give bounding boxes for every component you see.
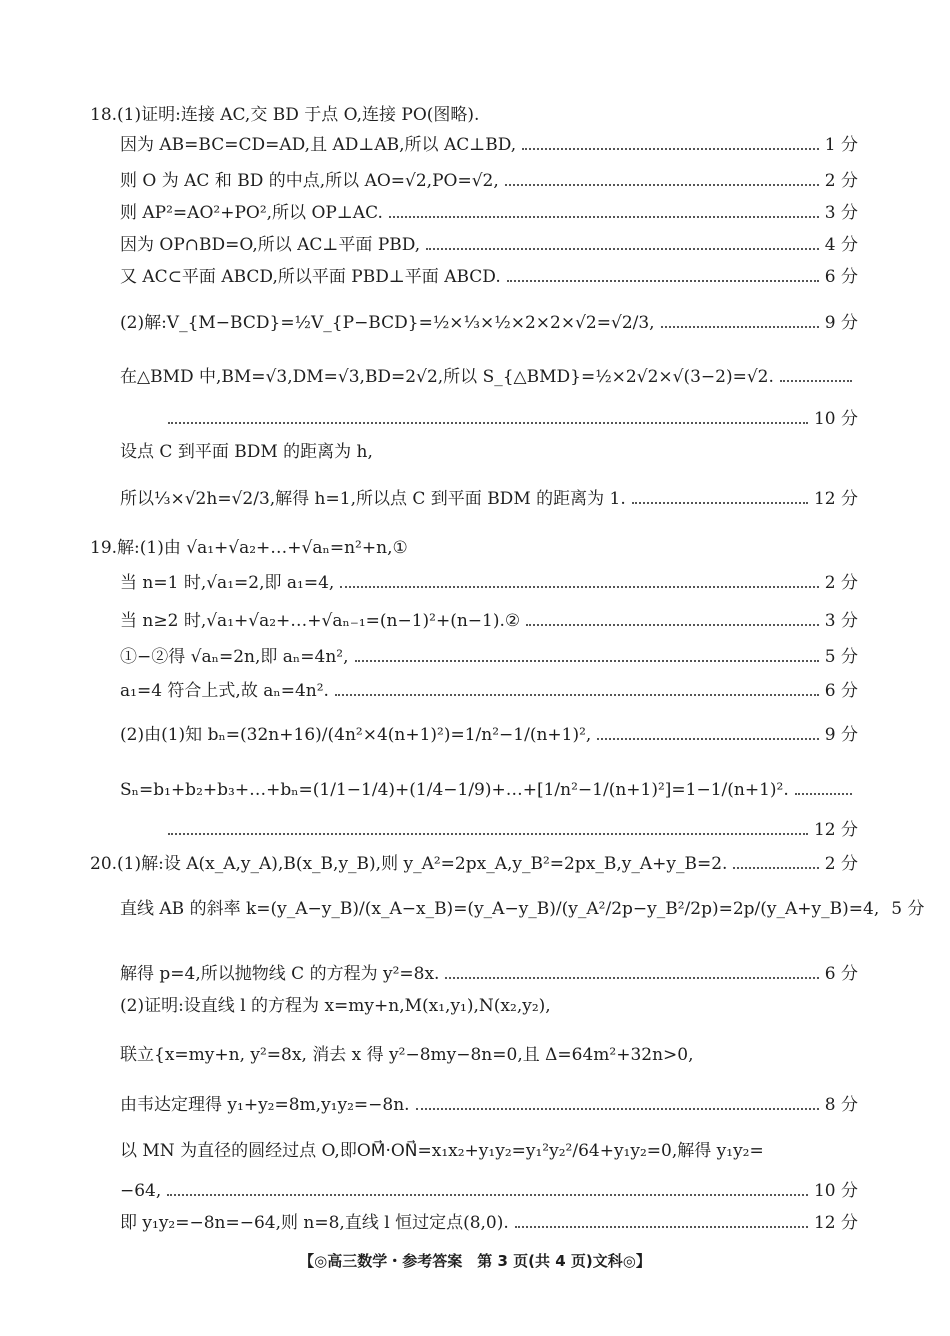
q19-line-4: ①−②得 √aₙ=2n,即 aₙ=4n², 5 分: [120, 642, 858, 672]
q20-line-8: −64, 10 分: [120, 1176, 858, 1206]
score: 10 分: [813, 409, 858, 429]
score: 3 分: [824, 203, 858, 223]
score: 4 分: [824, 235, 858, 255]
score: 9 分: [824, 313, 858, 333]
q19-line-2: 当 n=1 时,√a₁=2,即 a₁=4, 2 分: [120, 568, 858, 598]
q19-line-1: 19.解:(1)由 √a₁+√a₂+…+√aₙ=n²+n,①: [90, 538, 408, 558]
q18-line-11: 所以⅓×√2h=√2/3,解得 h=1,所以点 C 到平面 BDM 的距离为 1. 12 分: [120, 474, 858, 524]
score: 1 分: [824, 135, 858, 155]
score: 8 分: [824, 1095, 858, 1115]
q18-line-8: 在△BMD 中,BM=√3,DM=√3,BD=2√2,所以 S_{△BMD}=½×2√2×√(3−2)=√2.: [120, 352, 858, 402]
q18-line-5: 因为 OP∩BD=O,所以 AC⊥平面 PBD, 4 分: [120, 230, 858, 260]
q20-line-6: 由韦达定理得 y₁+y₂=8m,y₁y₂=−8n. 8 分: [120, 1090, 858, 1120]
q20-line-4: (2)证明:设直线 l 的方程为 x=my+n,M(x₁,y₁),N(x₂,y₂),: [120, 996, 551, 1016]
q20-line-7: 以 MN 为直径的圆经过点 O,即OM⃗·ON⃗=x₁x₂+y₁y₂=y₁²y₂²/64+y₁y₂=0,解得 y₁y₂=: [120, 1141, 764, 1161]
score: 12 分: [813, 489, 858, 509]
q19-line-5: a₁=4 符合上式,故 aₙ=4n². 6 分: [120, 676, 858, 706]
score: 6 分: [824, 681, 858, 701]
score: 5 分: [824, 647, 858, 667]
q20-line-9: 即 y₁y₂=−8n=−64,则 n=8,直线 l 恒过定点(8,0). 12 分: [120, 1208, 858, 1238]
score: 10 分: [813, 1181, 858, 1201]
q19-line-6: (2)由(1)知 bₙ=(32n+16)/(4n²×4(n+1)²)=1/n²−1/(n+1)², 9 分: [120, 710, 858, 760]
score: 6 分: [824, 267, 858, 287]
q18-line-1: 18.(1)证明:连接 AC,交 BD 于点 O,连接 PO(图略).: [90, 105, 480, 125]
score: 2 分: [824, 854, 858, 874]
score: 6 分: [824, 964, 858, 984]
q20-line-2: 直线 AB 的斜率 k=(y_A−y_B)/(x_A−x_B)=(y_A−y_B)/(y_A²/2p−y_B²/2p)=2p/(y_A+y_B)=4, 5 分: [120, 884, 858, 934]
q19-line-7: Sₙ=b₁+b₂+b₃+…+bₙ=(1/1−1/4)+(1/4−1/9)+…+[1/n²−1/(n+1)²]=1−1/(n+1)².: [120, 765, 858, 815]
q18-line-6: 又 AC⊂平面 ABCD,所以平面 PBD⊥平面 ABCD. 6 分: [120, 262, 858, 292]
score: 3 分: [824, 611, 858, 631]
score: 9 分: [824, 725, 858, 745]
q19-line-8: [162, 815, 858, 845]
q18-line-7: (2)解:V_{M−BCD}=½V_{P−BCD}=½×⅓×½×2×2×√2=√2/3, 9 分: [120, 298, 858, 348]
q20-line-3: 解得 p=4,所以抛物线 C 的方程为 y²=8x. 6 分: [120, 959, 858, 989]
score: 12 分: [813, 1213, 858, 1233]
q18-line-3: 则 O 为 AC 和 BD 的中点,所以 AO=√2,PO=√2, 2 分: [120, 166, 858, 196]
q18-line-10: 设点 C 到平面 BDM 的距离为 h,: [120, 442, 373, 462]
q18-line-2: 因为 AB=BC=CD=AD,且 AD⊥AB,所以 AC⊥BD, 1 分: [120, 130, 858, 160]
score: 5 分: [891, 899, 925, 919]
score: 2 分: [824, 573, 858, 593]
q20-line-5: 联立{x=my+n, y²=8x, 消去 x 得 y²−8my−8n=0,且 Δ=64m²+32n>0,: [120, 1045, 694, 1065]
score: 2 分: [824, 171, 858, 191]
score: 12 分: [813, 820, 858, 840]
page-footer: 【◎高三数学・参考答案 第 3 页(共 4 页)文科◎】: [299, 1252, 651, 1270]
q18-line-4: 则 AP²=AO²+PO²,所以 OP⊥AC. 3 分: [120, 198, 858, 228]
q19-line-3: 当 n≥2 时,√a₁+√a₂+…+√aₙ₋₁=(n−1)²+(n−1).② 3 分: [120, 606, 858, 636]
q18-line-9: [162, 404, 858, 434]
q20-line-1: 20.(1)解:设 A(x_A,y_A),B(x_B,y_B),则 y_A²=2px_A,y_B²=2px_B,y_A+y_B=2. 2 分: [90, 849, 858, 879]
